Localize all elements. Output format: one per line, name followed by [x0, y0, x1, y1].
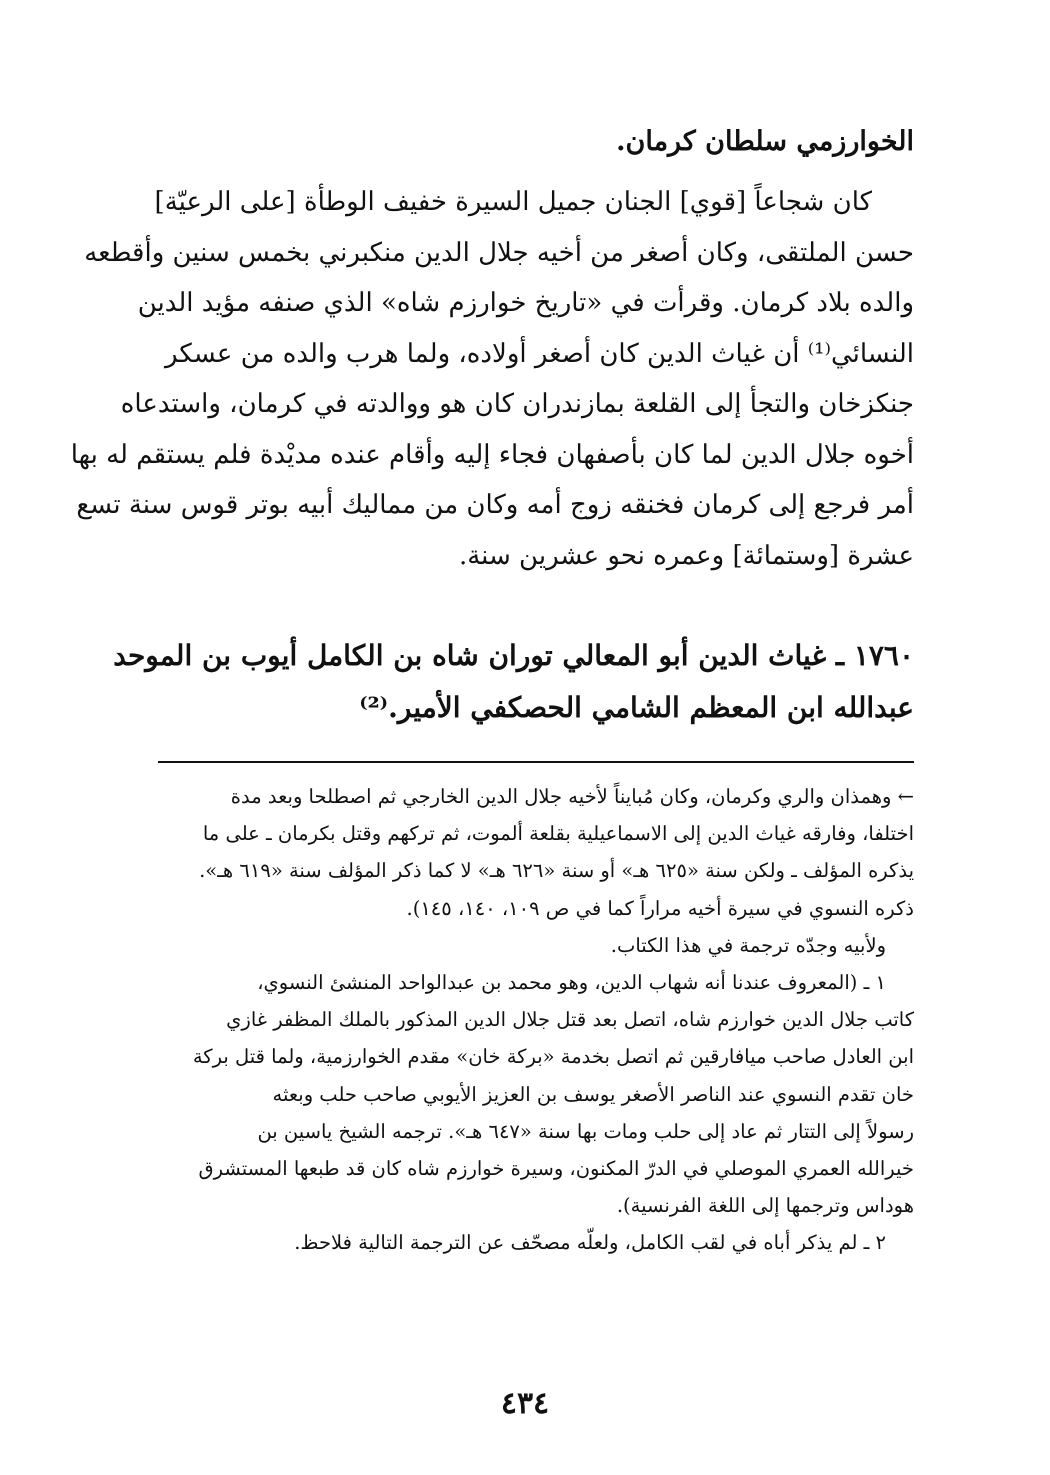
footnote-line: خيرالله العمري الموصلي في الدرّ المكنون، وسيرة خوارزم شاه كان قد طبعها المستشرق: [198, 1157, 914, 1181]
page-number: ٤٣٤: [500, 1386, 550, 1421]
footnote-line: رسولاً إلى التتار ثم عاد إلى حلب ومات بها سنة «٦٤٧ هـ». ترجمه الشيخ ياسين بن: [257, 1119, 914, 1143]
main-line: جنكزخان والتجأ إلى القلعة بمازندران كان هو ووالدته في كرمان، واستدعاه: [120, 389, 914, 419]
footnote-line: ذكره النسوي في سيرة أخيه مراراً كما في ص ١٠٩، ١٤٠، ١٤٥).: [406, 896, 914, 920]
heading-text: الخوارزمي سلطان كرمان.: [616, 126, 914, 157]
footnote-line: ← وهمذان والري وكرمان، وكان مُبايناً لأخيه جلال الدين الخارجي ثم اصطلحا وبعد مدة: [230, 785, 914, 808]
footnote-line: ابن العادل صاحب ميافارقين ثم اتصل بخدمة «بركة خان» مقدم الخوارزمية، ولما قتل بركة: [192, 1045, 914, 1069]
main-line: أخوه جلال الدين لما كان بأصفهان فجاء إليه وأقام عنده مديْدة فلم يستقم له بها: [70, 439, 914, 470]
footnote-line: يذكره المؤلف ـ ولكن سنة «٦٢٥ هـ» أو سنة «٦٢٦ هـ» لا كما ذكر المؤلف سنة «٦١٩ هـ».: [199, 859, 914, 883]
footnote-divider: [158, 761, 914, 763]
footnote-2: ٢ ـ لم يذكر أباه في لقب الكامل، ولعلّه مصحّف عن الترجمة التالية فلاحظ.: [294, 1231, 886, 1255]
entry-title-line-2: عبدالله ابن المعظم الشامي الحصكفي الأمير.⁽²⁾: [359, 691, 914, 724]
footnote-line: اختلفا، وفارقه غياث الدين إلى الاسماعيلية بقلعة ألموت، ثم تركهم وقتل بكرمان ـ على ما: [202, 822, 914, 846]
footnote-line: كاتب جلال الدين خوارزم شاه، اتصل بعد قتل جلال الدين المذكور بالملك المظفر غازي: [226, 1008, 914, 1032]
footnote-1-start: ١ ـ (المعروف عندنا أنه شهاب الدين، وهو محمد بن عبدالواحد المنشئ النسوي،: [257, 971, 886, 995]
main-line: كان شجاعاً [قوي] الجنان جميل السيرة خفيف الوطأة [على الرعيّة]: [154, 187, 872, 217]
main-line: حسن الملتقى، وكان أصغر من أخيه جلال الدين منكبرني بخمس سنين وأقطعه: [84, 237, 914, 268]
main-paragraph: [70, 177, 914, 581]
main-line: النسائي⁽¹⁾ أن غياث الدين كان أصغر أولاده، ولما هرب والده من عسكر: [165, 338, 914, 369]
footnote-line: ولأبيه وجدّه ترجمة في هذا الكتاب.: [610, 933, 886, 957]
entry-title-line-1: ١٧٦٠ ـ غياث الدين أبو المعالي توران شاه بن الكامل أيوب بن الموحد: [113, 639, 914, 672]
main-line: والده بلاد كرمان. وقرأت في «تاريخ خوارزم شاه» الذي صنفه مؤيد الدين: [137, 288, 914, 318]
footnote-line: خان تقدم النسوي عند الناصر الأصغر يوسف بن العزيز الأيوبي صاحب حلب وبعثه: [272, 1082, 914, 1106]
main-line: أمر فرجع إلى كرمان فخنقه زوج أمه وكان من مماليك أبيه بوتر قوس سنة تسع: [76, 490, 914, 520]
continuation-heading: [158, 118, 914, 166]
main-line: عشرة [وستمائة] وعمره نحو عشرين سنة.: [458, 540, 914, 571]
entry-heading: [113, 630, 914, 734]
footnote-line: هوداس وترجمها إلى اللغة الفرنسية).: [616, 1194, 914, 1218]
footnotes: [158, 778, 914, 1262]
